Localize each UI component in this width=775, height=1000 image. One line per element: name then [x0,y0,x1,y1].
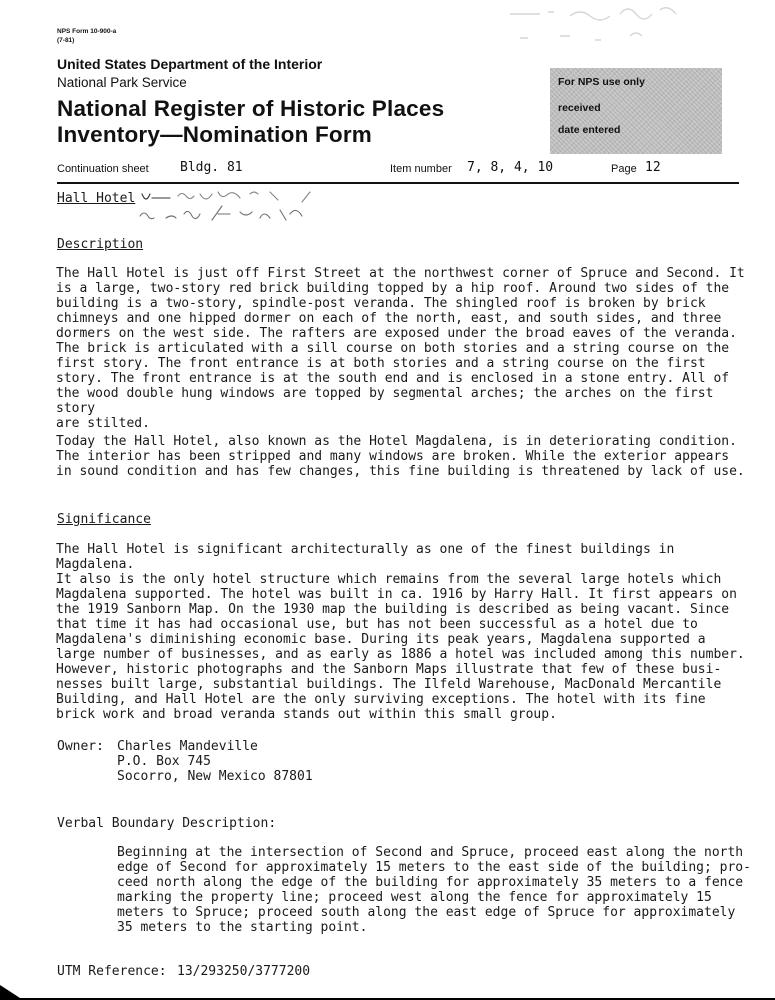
text-line: chimneys and one hipped dormer on each of the north, east, and south sides, and three [56,311,722,326]
text-line: Building, and Hall Hotel are the only surviving exceptions. The hotel with its fine [56,692,706,707]
title-line-2: Inventory—Nomination Form [57,122,373,147]
text-line: It also is the only hotel structure which remains from the several large hotels which [56,572,722,587]
page-label: Page [611,163,637,175]
text-line: marking the property line; proceed west along the fence for approximately 15 [117,890,712,905]
scan-edge-mark [0,985,775,1000]
utm-label: UTM Reference: [57,964,167,979]
owner-po-box: P.O. Box 745 [117,754,211,769]
title-line-1: National Register of Historic Places [57,96,445,121]
owner-city: Socorro, New Mexico 87801 [117,769,313,784]
handwritten-annotation [100,188,340,230]
text-line: Magdalena's diminishing economic base. During its peak years, Magdalena supported a [56,632,706,647]
text-line: ceed north along the edge of the building for approximately 35 meters to a fence [117,875,744,890]
form-number: NPS Form 10-900-a [57,28,117,35]
faint-stamp-mark [500,2,690,46]
item-number-value: 7, 8, 4, 10 [467,160,554,175]
nps-use-only-box [550,68,722,154]
text-line: Magdalena supported. The hotel was built in ca. 1916 by Harry Hall. It first appears on [56,587,737,602]
text-line: story. The front entrance is at the south end and is enclosed in a stone entry. All of [56,371,730,386]
text-line: The interior has been stripped and many windows are broken. While the exterior appears [56,449,730,464]
text-line: meters to Spruce; proceed south along the east edge of Spruce for approximately [117,905,736,920]
received-label: received [558,102,601,114]
text-line: first story. The front entrance is at both stories and a string course on the first [56,356,706,371]
owner-label: Owner: [57,739,104,754]
text-line: However, historic photographs and the Sanborn Maps illustrate that few of these busi- [56,662,722,677]
item-number-label: Item number [390,163,452,175]
text-line: building is a two-story, spindle-post veranda. The shingled roof is broken by brick [56,296,706,311]
boundary-description [117,845,757,935]
significance-paragraph [56,542,746,722]
page-number-value: 12 [645,160,661,175]
text-line: nesses built large, substantial buildings. The Ilfeld Warehouse, MacDonald Mercantile [56,677,722,692]
utm-value: 13/293250/3777200 [177,964,311,979]
description-paragraph-1 [56,266,746,431]
description-heading: Description [57,237,144,252]
owner-address [117,739,313,784]
text-line: Today the Hall Hotel, also known as the Hotel Magdalena, is in deteriorating condition. [56,434,737,449]
text-line: large number of businesses, and as early as 1886 a hotel was included among this number. [56,647,745,662]
text-line: are stilted. [56,416,150,431]
continuation-sheet-label: Continuation sheet [57,163,149,175]
nps-use-only-label: For NPS use only [558,76,645,88]
text-line: The Hall Hotel is significant architecturally as one of the finest buildings in Magdalena. [56,542,675,572]
boundary-label: Verbal Boundary Description: [57,816,277,831]
significance-heading: Significance [57,512,151,527]
header-rule [57,182,739,184]
form-identifier [57,27,116,45]
text-line: Beginning at the intersection of Second and Spruce, proceed east along the north [117,845,744,860]
form-date: (7-81) [57,37,75,44]
text-line: dormers on the west side. The rafters are exposed under the broad eaves of the veranda. [56,326,737,341]
text-line: brick work and broad veranda stands out within this small group. [56,707,557,722]
property-name: Hall Hotel [57,191,136,206]
text-line: in sound condition and has few changes, this fine building is threatened by lack of use. [56,464,745,479]
text-line: that time it has had occasional use, but has not been successful as a hotel due to [56,617,698,632]
date-entered-label: date entered [558,124,621,136]
text-line: The Hall Hotel is just off First Street at the northwest corner of Spruce and Second. It [56,266,745,281]
form-title [57,96,444,148]
text-line: the 1919 Sanborn Map. On the 1930 map the building is described as being vacant. Since [56,602,730,617]
owner-name: Charles Mandeville [117,739,258,754]
description-paragraph-2 [56,434,746,479]
department-name: United States Department of the Interior [57,56,323,72]
text-line: is a large, two-story red brick building topped by a hip roof. Around two sides of the [56,281,730,296]
text-line: edge of Second for approximately 15 meters to the east side of the building; pro- [117,860,751,875]
text-line: The brick is articulated with a sill course on both stories and a string course on the [56,341,730,356]
service-name: National Park Service [57,75,187,90]
continuation-sheet-value: Bldg. 81 [180,160,243,175]
text-line: the wood double hung windows are topped by segmental arches; the arches on the first story [56,386,714,416]
text-line: 35 meters to the starting point. [117,920,368,935]
